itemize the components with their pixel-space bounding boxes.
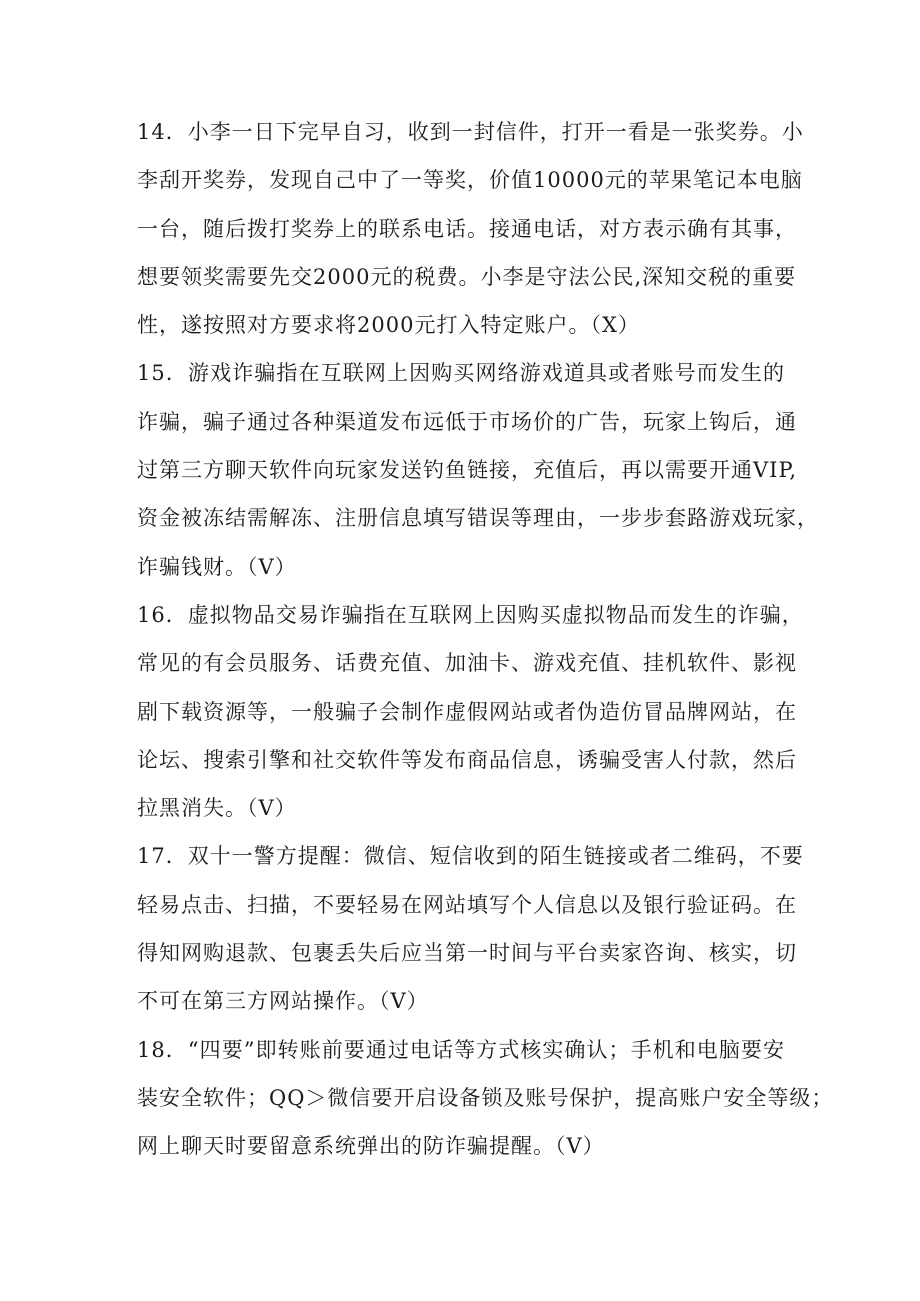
text-line: 过第三方聊天软件向玩家发送钓鱼链接，充值后，再以需要开通VIP, bbox=[137, 458, 798, 483]
text-line: 不可在第三方网站操作。（V） bbox=[137, 989, 429, 1014]
text-line: 装安全软件；QQ＞微信要开启设备锁及账号保护，提高账户安全等级； bbox=[137, 1085, 834, 1110]
question-16 bbox=[137, 591, 804, 832]
text-line: 诈骗，骗子通过各种渠道发布远低于市场价的广告，玩家上钩后，通 bbox=[137, 409, 797, 434]
question-14 bbox=[137, 108, 804, 349]
text-line: 诈骗钱财。（V） bbox=[137, 554, 297, 579]
document-page bbox=[137, 108, 834, 1171]
text-line: 16．虚拟物品交易诈骗指在互联网上因购买虚拟物品而发生的诈骗， bbox=[137, 602, 804, 627]
text-line: 想要领奖需要先交2000元的税费。小李是守法公民,深知交税的重要 bbox=[137, 264, 797, 289]
text-line: 17．双十一警方提醒：微信、短信收到的陌生链接或者二维码，不要 bbox=[137, 844, 804, 869]
text-line: 得知网购退款、包裹丢失后应当第一时间与平台卖家咨询、核实，切 bbox=[137, 941, 797, 966]
text-line: 18．“四要”即转账前要通过电话等方式核实确认；手机和电脑要安 bbox=[137, 1037, 785, 1062]
question-15 bbox=[137, 349, 819, 590]
text-line: 一台，随后拨打奖券上的联系电话。接通电话，对方表示确有其事， bbox=[137, 216, 797, 241]
text-line: 网上聊天时要留意系统弹出的防诈骗提醒。（V） bbox=[137, 1134, 605, 1159]
text-line: 李刮开奖券，发现自己中了一等奖，价值10000元的苹果笔记本电脑 bbox=[137, 168, 803, 193]
text-line: 资金被冻结需解冻、注册信息填写错误等理由，一步步套路游戏玩家， bbox=[137, 506, 819, 531]
text-line: 轻易点击、扫描，不要轻易在网站填写个人信息以及银行验证码。在 bbox=[137, 892, 797, 917]
question-17 bbox=[137, 832, 804, 1025]
text-line: 15．游戏诈骗指在互联网上因购买网络游戏道具或者账号而发生的 bbox=[137, 361, 785, 386]
text-line: 剧下载资源等，一般骗子会制作虚假网站或者伪造仿冒品牌网站，在 bbox=[137, 699, 797, 724]
text-line: 性，遂按照对方要求将2000元打入特定账户。（X） bbox=[137, 313, 640, 338]
text-line: 论坛、搜索引擎和社交软件等发布商品信息，诱骗受害人付款，然后 bbox=[137, 747, 797, 772]
text-line: 常见的有会员服务、话费充值、加油卡、游戏充值、挂机软件、影视 bbox=[137, 651, 797, 676]
question-18 bbox=[137, 1026, 834, 1171]
text-line: 14．小李一日下完早自习，收到一封信件，打开一看是一张奖券。小 bbox=[137, 120, 804, 144]
text-line: 拉黑消失。（V） bbox=[137, 796, 297, 821]
